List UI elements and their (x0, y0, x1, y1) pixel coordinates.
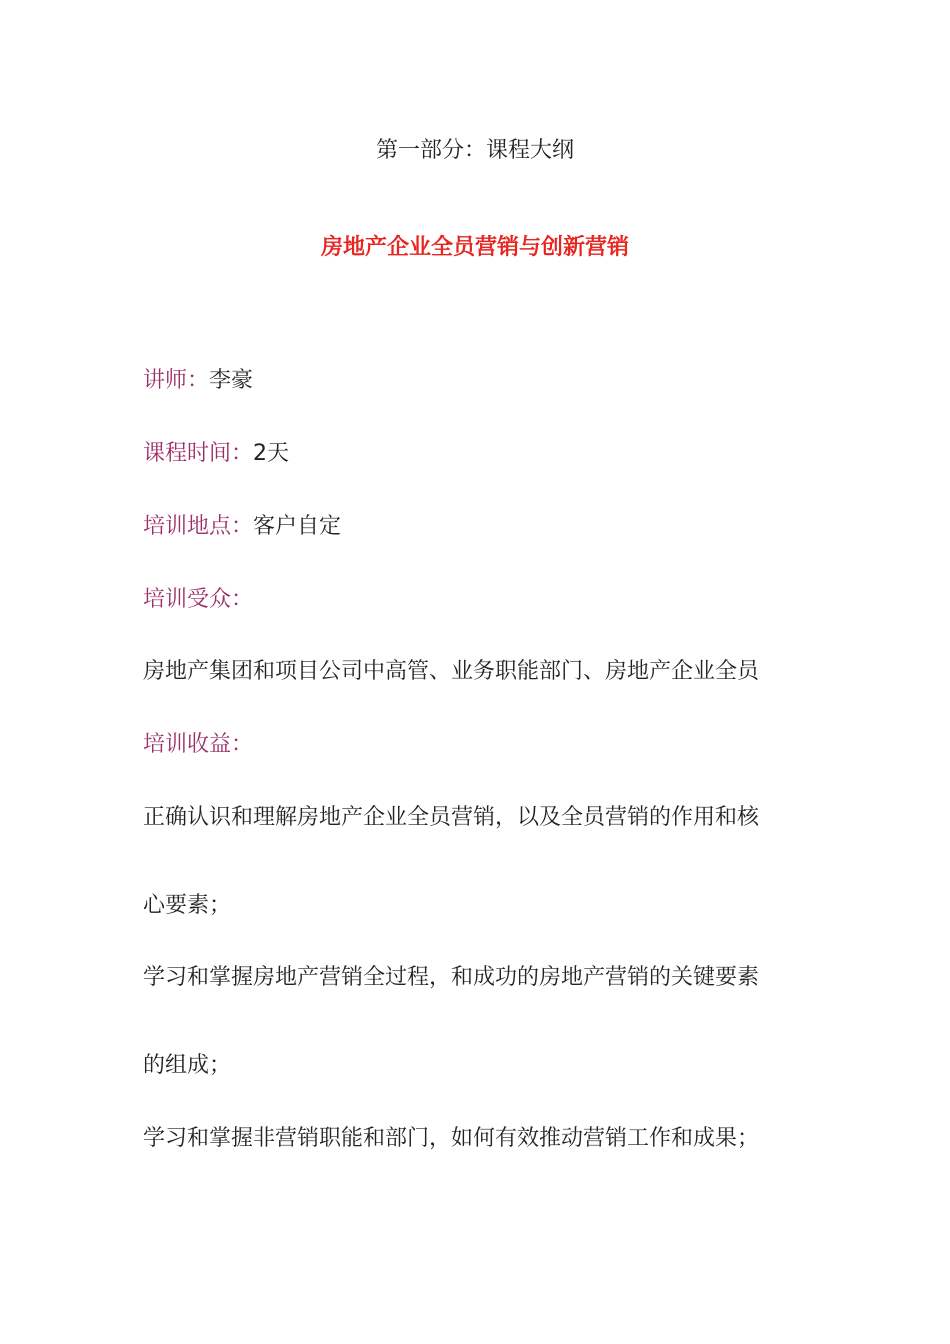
section-heading: 第一部分：课程大纲 (375, 138, 574, 163)
duration-row (143, 439, 843, 469)
location-value: 客户自定 (253, 514, 342, 539)
location-label: 培训地点： (143, 514, 254, 539)
benefit-line: 学习和掌握非营销职能和部门，如何有效推动营销工作和成果； (143, 1126, 760, 1151)
duration-label: 课程时间： (143, 441, 254, 466)
course-title: 房地产企业全员营销与创新营销 (320, 235, 629, 260)
audience-label: 培训受众： (143, 587, 254, 612)
audience-row (143, 585, 843, 615)
benefits-label: 培训收益： (143, 732, 254, 757)
location-row (143, 512, 843, 542)
benefit-line: 正确认识和理解房地产企业全员营销，以及全员营销的作用和核 (143, 805, 760, 830)
lecturer-row (143, 366, 843, 396)
benefit-line: 学习和掌握房地产营销全过程，和成功的房地产营销的关键要素 (143, 965, 760, 990)
benefit-line: 的组成； (143, 1053, 232, 1078)
duration-value: 2天 (253, 441, 290, 466)
lecturer-value: 李豪 (209, 368, 254, 393)
lecturer-label: 讲师： (143, 368, 210, 393)
benefit-line: 心要素； (143, 893, 232, 918)
audience-text: 房地产集团和项目公司中高管、业务职能部门、房地产企业全员 (143, 659, 760, 684)
benefits-row (143, 730, 843, 760)
